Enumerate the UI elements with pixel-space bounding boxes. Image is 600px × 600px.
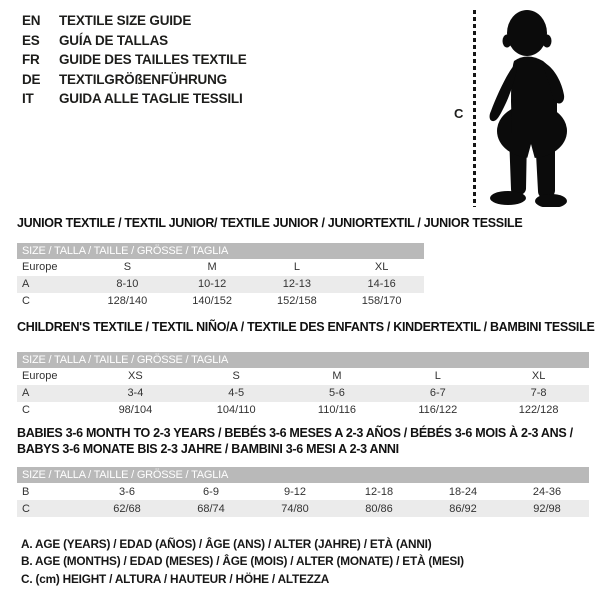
row-label: C [22,502,30,515]
table-row [17,368,589,385]
language-code: IT [22,91,34,106]
size-cell: XS [128,370,143,382]
row-label: C [22,295,30,307]
footnote-line: A. AGE (YEARS) / EDAD (AÑOS) / ÂGE (ANS) / ALTER (JAHRE) / ETÀ (ANNI) [21,537,432,551]
row-label: C [22,404,30,416]
table-row [17,500,589,517]
language-row [22,11,247,31]
language-title: TEXTILGRÖßENFÜHRUNG [59,71,227,87]
size-cell: 14-16 [367,278,396,290]
row-label: Europe [22,370,58,382]
language-list [22,11,247,109]
language-title: GUÍA DE TALLAS [59,32,168,48]
language-row [22,70,247,90]
size-cell: 3-4 [127,387,144,399]
size-header-bar: SIZE / TALLA / TAILLE / GRÖSSE / TAGLIA [17,467,589,483]
children-textile-table [17,368,589,419]
size-cell: M [207,261,217,273]
size-cell: 140/152 [192,295,232,307]
language-code: EN [22,13,41,28]
row-label: B [22,485,30,498]
footnote-line: B. AGE (MONTHS) / EDAD (MESES) / ÂGE (MOIS) / ALTER (MONATE) / ETÀ (MESI) [21,554,464,569]
table-row [17,402,589,419]
height-dashed-line [473,10,476,207]
size-cell: 10-12 [198,278,227,290]
children-textile-section [17,320,594,419]
size-header-bar: SIZE / TALLA / TAILLE / GRÖSSE / TAGLIA [17,352,589,368]
size-cell: 68/74 [197,502,225,515]
size-cell: 6-7 [429,387,446,399]
table-row [17,385,589,402]
size-cell: 12-18 [364,485,394,498]
table-title-line: JUNIOR TEXTILE / TEXTIL JUNIOR/ TEXTILE JUNIOR / JUNIORTEXTIL / JUNIOR TESSILE [17,216,523,230]
language-row [22,89,247,109]
size-cell: 9-12 [283,485,307,498]
size-cell: 122/128 [518,404,559,416]
size-cell: M [332,370,342,382]
size-cell: L [293,261,300,273]
table-title-line: BABYS 3-6 MONATE BIS 2-3 JAHRE / BAMBINI 3-6 MESI A 2-3 ANNI [17,441,399,456]
size-cell: 158/170 [361,295,402,307]
size-cell: 5-6 [329,387,345,399]
size-cell: 8-10 [116,278,139,290]
row-label: A [22,387,30,399]
size-cell: 4-5 [228,387,245,399]
size-cell: 86/92 [449,502,477,515]
footnote-legend [21,536,464,588]
toddler-silhouette-icon [483,7,587,207]
junior-textile-section [17,216,522,310]
language-title: TEXTILE SIZE GUIDE [59,13,192,28]
babies-textile-table [17,483,589,517]
size-cell: 128/140 [107,295,148,307]
babies-textile-title [17,426,589,457]
language-title: GUIDE DES TAILLES TEXTILE [59,52,247,67]
babies-textile-section [17,426,589,517]
children-textile-title [17,320,594,336]
language-code: DE [22,71,41,87]
size-cell: 12-13 [282,278,311,290]
table-row [17,483,589,500]
size-cell: 62/68 [113,502,141,515]
table-title-line: BABIES 3-6 MONTH TO 2-3 YEARS / BEBÉS 3-6 MESES A 2-3 AÑOS / BÉBÉS 3-6 MOIS À 2-3 ANS / [17,426,573,440]
size-cell: 116/122 [418,404,458,416]
size-cell: XL [531,370,546,382]
language-code: ES [22,32,40,48]
size-cell: 6-9 [203,485,219,498]
size-cell: XL [374,261,389,273]
row-label: Europe [22,261,58,273]
size-cell: S [232,370,240,382]
head [507,10,547,56]
junior-textile-table [17,259,424,310]
size-cell: 104/110 [216,404,256,416]
size-header-bar: SIZE / TALLA / TAILLE / GRÖSSE / TAGLIA [17,243,424,259]
junior-textile-title [17,216,522,232]
language-title: GUIDA ALLE TAGLIE TESSILI [59,91,243,106]
size-cell: 92/98 [533,502,561,515]
language-row [22,50,247,70]
size-cell: L [434,370,441,382]
height-measure-label: C [454,106,464,121]
size-cell: 3-6 [119,485,135,498]
size-cell: 7-8 [530,387,547,399]
size-cell: 74/80 [281,502,309,515]
size-cell: 24-36 [532,485,562,498]
table-row [17,293,424,310]
language-code: FR [22,52,40,67]
foot-left [490,191,526,205]
size-cell: 98/104 [118,404,153,416]
size-cell: S [123,261,132,273]
table-row [17,276,424,293]
footnote-line: C. (cm) HEIGHT / ALTURA / HAUTEUR / HÖHE / ALTEZZA [21,571,330,586]
table-title-line: CHILDREN'S TEXTILE / TEXTIL NIÑO/A / TEXTILE DES ENFANTS / KINDERTEXTIL / BAMBINI TESSILE [17,320,595,334]
size-cell: 18-24 [448,485,478,498]
row-label: A [22,278,30,290]
size-cell: 152/158 [276,295,317,307]
size-cell: 80/86 [365,502,393,515]
size-cell: 110/116 [317,404,357,416]
table-row [17,259,424,276]
language-row [22,31,247,51]
